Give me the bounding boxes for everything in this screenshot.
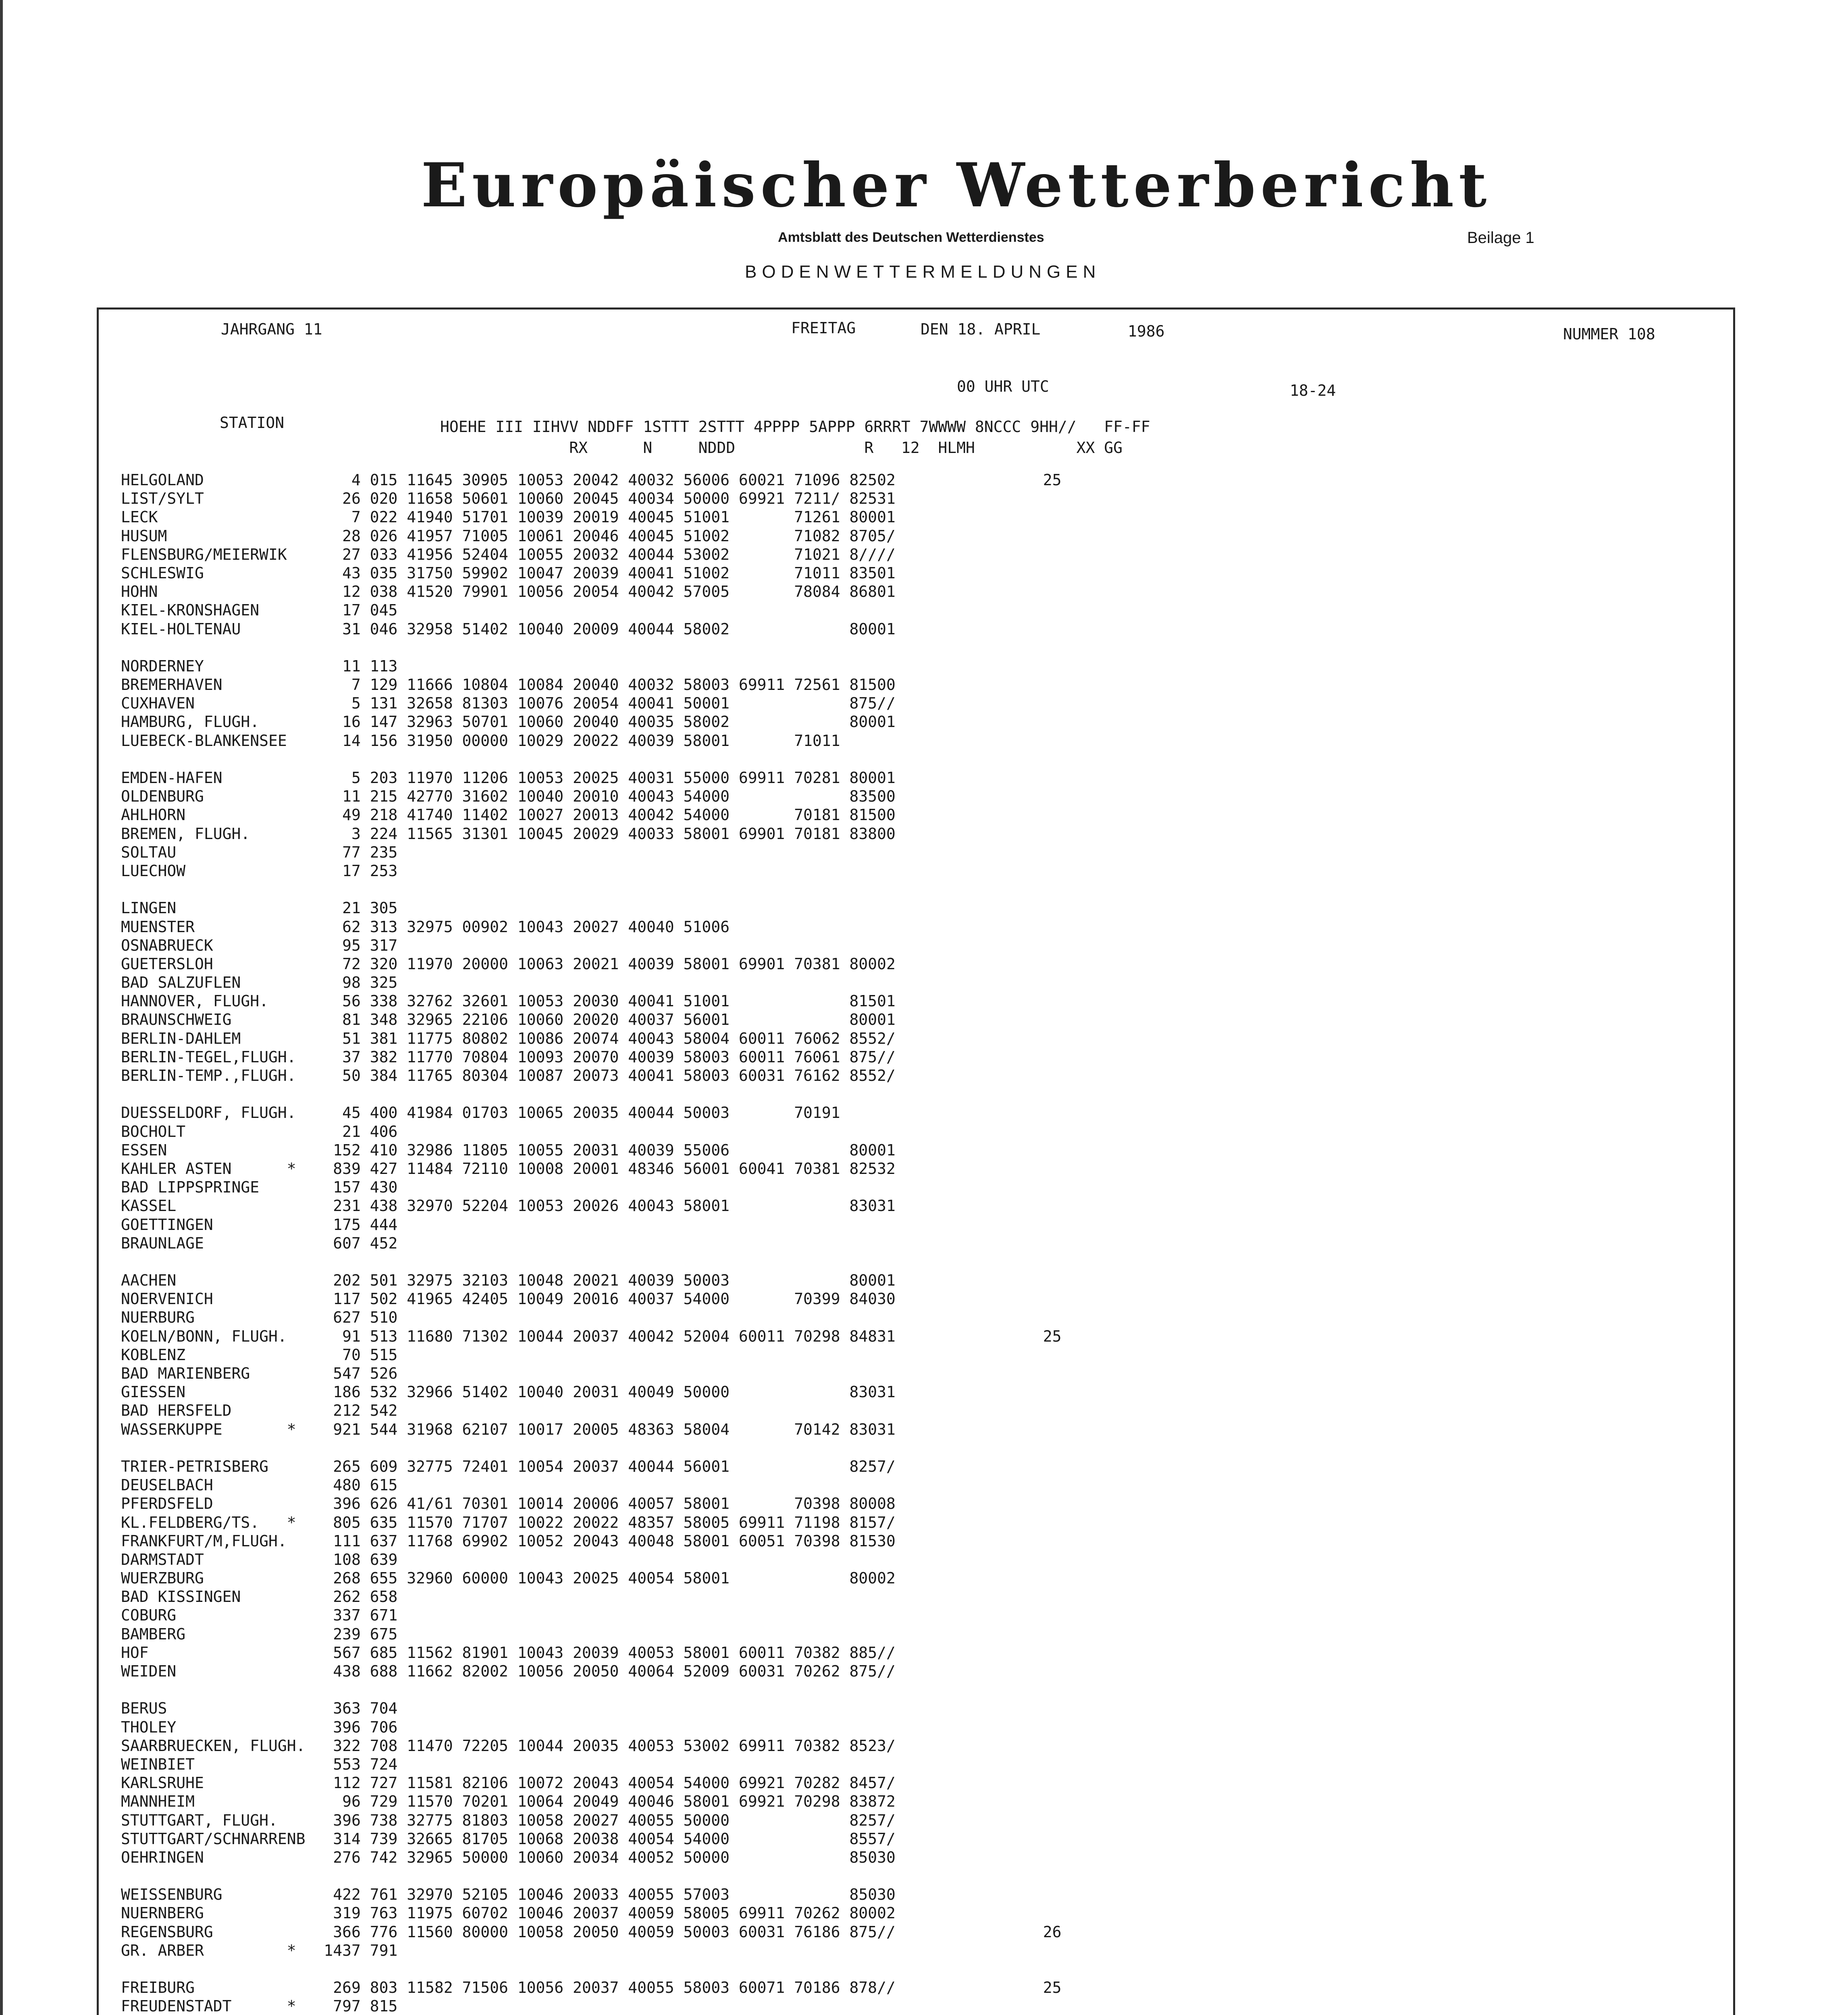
station-values: 14 156 31950 00000 10029 20022 40039 58001 71011 bbox=[305, 731, 840, 750]
station-name: KOELN/BONN, FLUGH. bbox=[121, 1327, 306, 1345]
table-row bbox=[121, 471, 1062, 489]
table-row bbox=[121, 1792, 1062, 1811]
station-name: HANNOVER, FLUGH. bbox=[121, 992, 306, 1010]
supplement-label: Beilage 1 bbox=[1467, 229, 1534, 247]
table-row bbox=[121, 1178, 1062, 1197]
station-name: SAARBRUECKEN, FLUGH. bbox=[121, 1737, 306, 1755]
station-values: 28 026 41957 71005 10061 20046 40045 51002 71082 8705/ bbox=[305, 527, 896, 545]
station-name: ESSEN bbox=[121, 1141, 306, 1159]
station-name: KARLSRUHE bbox=[121, 1774, 306, 1792]
table-row bbox=[121, 638, 1062, 657]
station-name: BOCHOLT bbox=[121, 1122, 306, 1140]
table-row bbox=[121, 769, 1062, 787]
table-row bbox=[121, 1197, 1062, 1215]
station-values: 567 685 11562 81901 10043 20039 40053 58001 60011 70382 885// bbox=[305, 1643, 896, 1662]
table-row bbox=[121, 1885, 1062, 1904]
table-row bbox=[121, 1978, 1062, 1997]
station-values: 11 215 42770 31602 10040 20010 40043 54000 83500 bbox=[305, 787, 896, 806]
station-values: 268 655 32960 60000 10043 20025 40054 58001 80002 bbox=[305, 1569, 896, 1587]
table-row bbox=[121, 508, 1062, 526]
station-values: 56 338 32762 32601 10053 20030 40041 51001 81501 bbox=[305, 992, 896, 1010]
table-row bbox=[121, 1774, 1062, 1792]
table-row bbox=[121, 545, 1062, 564]
table-row bbox=[121, 1066, 1062, 1085]
station-name: BERLIN-TEGEL,FLUGH. bbox=[121, 1048, 306, 1066]
station-name: BREMERHAVEN bbox=[121, 676, 306, 694]
station-name: FREIBURG bbox=[121, 1979, 306, 1997]
station-values: 49 218 41740 11402 10027 20013 40042 54000 70181 81500 bbox=[305, 806, 896, 824]
station-values: 480 615 bbox=[305, 1476, 398, 1494]
station-name: HUSUM bbox=[121, 527, 306, 545]
station-values: 396 738 32775 81803 10058 20027 40055 50000 8257/ bbox=[305, 1811, 896, 1829]
station-name: FRANKFURT/M,FLUGH. bbox=[121, 1532, 306, 1550]
table-row bbox=[121, 1867, 1062, 1885]
station-name: SCHLESWIG bbox=[121, 564, 306, 582]
table-row bbox=[121, 582, 1062, 601]
table-row bbox=[121, 620, 1062, 638]
table-row bbox=[121, 1010, 1062, 1029]
station-values: 26 020 11658 50601 10060 20045 40034 50000 69921 7211/ 82531 bbox=[305, 490, 896, 508]
station-values: 62 313 32975 00902 10043 20027 40040 51006 bbox=[305, 918, 730, 936]
station-name: DUESSELDORF, FLUGH. bbox=[121, 1104, 306, 1122]
station-values: 202 501 32975 32103 10048 20021 40039 50003 80001 bbox=[305, 1271, 896, 1290]
station-values: 111 637 11768 69902 10052 20043 40048 58001 60051 70398 81530 bbox=[305, 1532, 896, 1550]
weekday-label: FREITAG bbox=[791, 319, 856, 337]
station-values: 276 742 32965 50000 10060 20034 40052 50000 85030 bbox=[305, 1848, 896, 1866]
table-row bbox=[121, 675, 1062, 694]
table-row bbox=[121, 489, 1062, 508]
station-name: LUECHOW bbox=[121, 862, 306, 880]
station-values: 337 671 bbox=[305, 1606, 398, 1624]
station-name: OEHRINGEN bbox=[121, 1848, 306, 1866]
station-values: 269 803 11582 71506 10056 20037 40055 58003 60071 70186 878// 25 bbox=[305, 1979, 1062, 1997]
table-row bbox=[121, 1457, 1062, 1476]
station-name bbox=[121, 1253, 306, 1271]
station-values: 37 382 11770 70804 10093 20070 40039 58003 60011 76061 875// bbox=[305, 1048, 896, 1066]
table-row bbox=[121, 955, 1062, 973]
table-row bbox=[121, 1234, 1062, 1253]
station-name: BAD KISSINGEN bbox=[121, 1588, 306, 1606]
station-name: NOERVENICH bbox=[121, 1290, 306, 1308]
table-row bbox=[121, 1737, 1062, 1755]
table-row bbox=[121, 1513, 1062, 1532]
station-name: REGENSBURG bbox=[121, 1923, 306, 1941]
station-values: 7 022 41940 51701 10039 20019 40045 51001 71261 80001 bbox=[305, 508, 896, 526]
date-label: DEN 18. APRIL bbox=[921, 320, 1041, 338]
table-row bbox=[121, 1494, 1062, 1513]
station-name: STUTTGART/SCHNARRENB bbox=[121, 1830, 306, 1848]
station-name: LIST/SYLT bbox=[121, 490, 306, 508]
station-values: 27 033 41956 52404 10055 20032 40044 53002 71021 8//// bbox=[305, 545, 896, 563]
station-name bbox=[121, 1439, 306, 1457]
table-row bbox=[121, 1364, 1062, 1383]
station-values: 72 320 11970 20000 10063 20021 40039 58001 69901 70381 80002 bbox=[305, 955, 896, 973]
station-values: 314 739 32665 81705 10068 20038 40054 54000 8557/ bbox=[305, 1830, 896, 1848]
station-name: HOF bbox=[121, 1643, 306, 1662]
station-name: EMDEN-HAFEN bbox=[121, 769, 306, 787]
table-row bbox=[121, 1550, 1062, 1569]
table-row bbox=[121, 825, 1062, 843]
table-row bbox=[121, 1215, 1062, 1234]
station-values: 186 532 32966 51402 10040 20031 40049 50000 83031 bbox=[305, 1383, 896, 1401]
station-values: 91 513 11680 71302 10044 20037 40042 52004 60011 70298 84831 25 bbox=[305, 1327, 1062, 1345]
table-row bbox=[121, 1960, 1062, 1978]
station-name bbox=[121, 1960, 306, 1978]
station-name: LUEBECK-BLANKENSEE bbox=[121, 731, 306, 750]
table-row bbox=[121, 1420, 1062, 1439]
station-values: 108 639 bbox=[305, 1550, 398, 1568]
station-values: 11 113 bbox=[305, 657, 398, 675]
station-values: 21 305 bbox=[305, 899, 398, 917]
column-header-subcodes: RX N NDDD R 12 HLMH XX GG bbox=[440, 439, 1123, 457]
station-name: KASSEL bbox=[121, 1197, 306, 1215]
station-name: AHLHORN bbox=[121, 806, 306, 824]
station-name bbox=[121, 750, 306, 768]
station-values: 363 704 bbox=[305, 1699, 398, 1718]
station-values: 396 626 41/61 70301 10014 20006 40057 58001 70398 80008 bbox=[305, 1495, 896, 1513]
station-values: 96 729 11570 70201 10064 20049 40046 58001 69921 70298 83872 bbox=[305, 1793, 896, 1811]
table-row bbox=[121, 936, 1062, 955]
station-values: 231 438 32970 52204 10053 20026 40043 58001 83031 bbox=[305, 1197, 896, 1215]
table-row bbox=[121, 1346, 1062, 1364]
station-name: AACHEN bbox=[121, 1271, 306, 1290]
station-values: 839 427 11484 72110 10008 20001 48346 56001 60041 70381 82532 bbox=[305, 1159, 896, 1178]
station-values: 112 727 11581 82106 10072 20043 40054 54000 69921 70282 8457/ bbox=[305, 1774, 896, 1792]
table-row bbox=[121, 1159, 1062, 1178]
issue-number: NUMMER 108 bbox=[1563, 325, 1655, 343]
table-row bbox=[121, 601, 1062, 619]
station-name bbox=[121, 1085, 306, 1103]
table-row bbox=[121, 1085, 1062, 1103]
station-name: KOBLENZ bbox=[121, 1346, 306, 1364]
table-row bbox=[121, 1941, 1062, 1960]
station-name: STUTTGART, FLUGH. bbox=[121, 1811, 306, 1829]
station-name: BAMBERG bbox=[121, 1625, 306, 1643]
table-row bbox=[121, 1439, 1062, 1457]
table-row bbox=[121, 1681, 1062, 1699]
table-row bbox=[121, 731, 1062, 750]
station-name: HOHN bbox=[121, 583, 306, 601]
table-row bbox=[121, 1643, 1062, 1662]
station-name: MANNHEIM bbox=[121, 1793, 306, 1811]
table-row bbox=[121, 1755, 1062, 1774]
station-values: 5 203 11970 11206 10053 20025 40031 55000 69911 70281 80001 bbox=[305, 769, 896, 787]
table-row bbox=[121, 1383, 1062, 1401]
table-row bbox=[121, 1122, 1062, 1141]
station-values: 70 515 bbox=[305, 1346, 398, 1364]
station-name: OLDENBURG bbox=[121, 787, 306, 806]
table-row bbox=[121, 564, 1062, 582]
station-values: 152 410 32986 11805 10055 20031 40039 55006 80001 bbox=[305, 1141, 896, 1159]
station-name: BAD MARIENBERG bbox=[121, 1365, 306, 1382]
table-row bbox=[121, 973, 1062, 992]
station-name: HAMBURG, FLUGH. bbox=[121, 713, 306, 731]
station-name: NORDERNEY bbox=[121, 657, 306, 675]
station-values: 322 708 11470 72205 10044 20035 40053 53002 69911 70382 8523/ bbox=[305, 1737, 896, 1755]
table-row bbox=[121, 1830, 1062, 1848]
station-name: KIEL-KRONSHAGEN bbox=[121, 601, 306, 619]
station-values: 422 761 32970 52105 10046 20033 40055 57003 85030 bbox=[305, 1886, 896, 1904]
station-values: 4 015 11645 30905 10053 20042 40032 56006 60021 71096 82502 25 bbox=[305, 471, 1062, 489]
station-values: 438 688 11662 82002 10056 20050 40064 52009 60031 70262 875// bbox=[305, 1662, 896, 1680]
publication-subtitle: Amtsblatt des Deutschen Wetterdienstes bbox=[778, 230, 1044, 245]
station-name: BRAUNSCHWEIG bbox=[121, 1011, 306, 1029]
station-values: 607 452 bbox=[305, 1234, 398, 1252]
table-row bbox=[121, 750, 1062, 769]
station-values: 17 045 bbox=[305, 601, 398, 619]
section-title: BODENWETTERMELDUNGEN bbox=[745, 262, 1101, 282]
page-title: Europäischer Wetterbericht bbox=[421, 150, 1492, 221]
table-row bbox=[121, 1029, 1062, 1048]
station-values: 117 502 41965 42405 10049 20016 40037 54000 70399 84030 bbox=[305, 1290, 896, 1308]
table-row bbox=[121, 1587, 1062, 1606]
station-name: KL.FELDBERG/TS. * bbox=[121, 1513, 306, 1531]
station-name: GIESSEN bbox=[121, 1383, 306, 1401]
column-header-station: STATION bbox=[220, 414, 285, 432]
column-header-codes: HOEHE III IIHVV NDDFF 1STTT 2STTT 4PPPP 5APPP 6RRRT 7WWWW 8NCCC 9HH// FF-FF bbox=[440, 418, 1150, 436]
station-name bbox=[121, 881, 306, 898]
station-name: FREUDENSTADT * bbox=[121, 1997, 306, 2015]
station-values: 805 635 11570 71707 10022 20022 48357 58005 69911 71198 8157/ bbox=[305, 1513, 896, 1531]
station-values: 5 131 32658 81303 10076 20054 40041 50001 875// bbox=[305, 694, 896, 713]
volume-label: JAHRGANG 11 bbox=[221, 320, 322, 338]
observation-time: 00 UHR UTC bbox=[957, 378, 1049, 395]
station-values: 157 430 bbox=[305, 1178, 398, 1197]
station-values: 212 542 bbox=[305, 1402, 398, 1420]
station-values: 43 035 31750 59902 10047 20039 40041 51002 71011 83501 bbox=[305, 564, 896, 582]
station-name: BAD HERSFELD bbox=[121, 1402, 306, 1420]
table-row bbox=[121, 1103, 1062, 1122]
table-row bbox=[121, 1532, 1062, 1550]
table-row bbox=[121, 1625, 1062, 1643]
station-values: 547 526 bbox=[305, 1365, 398, 1382]
station-values: 239 675 bbox=[305, 1625, 398, 1643]
station-values: 265 609 32775 72401 10054 20037 40044 56001 8257/ bbox=[305, 1457, 896, 1475]
station-name: WASSERKUPPE * bbox=[121, 1420, 306, 1438]
station-values: 319 763 11975 60702 10046 20037 40059 58005 69911 70262 80002 bbox=[305, 1904, 896, 1922]
station-name: WEINBIET bbox=[121, 1755, 306, 1773]
table-row bbox=[121, 1662, 1062, 1681]
table-row bbox=[121, 1271, 1062, 1290]
station-name: NUERBURG bbox=[121, 1309, 306, 1327]
station-name: BAD SALZUFLEN bbox=[121, 974, 306, 992]
station-table bbox=[121, 471, 1062, 2015]
station-values: 797 815 bbox=[305, 1997, 398, 2015]
station-values: 77 235 bbox=[305, 843, 398, 861]
station-name: PFERDSFELD bbox=[121, 1495, 306, 1513]
station-values: 21 406 bbox=[305, 1122, 398, 1140]
station-name: THOLEY bbox=[121, 1718, 306, 1736]
station-name: DEUSELBACH bbox=[121, 1476, 306, 1494]
station-values: 921 544 31968 62107 10017 20005 48363 58004 70142 83031 bbox=[305, 1420, 896, 1438]
table-row bbox=[121, 1904, 1062, 1922]
station-values: 16 147 32963 50701 10060 20040 40035 58002 80001 bbox=[305, 713, 896, 731]
table-row bbox=[121, 1718, 1062, 1737]
station-name: WUERZBURG bbox=[121, 1569, 306, 1587]
station-values: 45 400 41984 01703 10065 20035 40044 50003 70191 bbox=[305, 1104, 840, 1122]
table-row bbox=[121, 992, 1062, 1010]
station-name: WEISSENBURG bbox=[121, 1886, 306, 1904]
station-name: GR. ARBER * bbox=[121, 1941, 306, 1959]
station-name bbox=[121, 1681, 306, 1699]
station-name: BRAUNLAGE bbox=[121, 1234, 306, 1252]
station-values: 12 038 41520 79901 10056 20054 40042 57005 78084 86801 bbox=[305, 583, 896, 601]
station-values: 3 224 11565 31301 10045 20029 40033 58001 69901 70181 83800 bbox=[305, 825, 896, 843]
station-name: FLENSBURG/MEIERWIK bbox=[121, 545, 306, 563]
station-name: DARMSTADT bbox=[121, 1550, 306, 1568]
station-name: NUERNBERG bbox=[121, 1904, 306, 1922]
station-name: HELGOLAND bbox=[121, 471, 306, 489]
station-name: OSNABRUECK bbox=[121, 936, 306, 954]
station-name: BREMEN, FLUGH. bbox=[121, 825, 306, 843]
station-values: 17 253 bbox=[305, 862, 398, 880]
year-label: 1986 bbox=[1128, 322, 1165, 340]
table-row bbox=[121, 806, 1062, 824]
station-values: 31 046 32958 51402 10040 20009 40044 58002 80001 bbox=[305, 620, 896, 638]
station-name: GUETERSLOH bbox=[121, 955, 306, 973]
station-name: GOETTINGEN bbox=[121, 1215, 306, 1234]
table-row bbox=[121, 1141, 1062, 1159]
station-name: LECK bbox=[121, 508, 306, 526]
table-row bbox=[121, 843, 1062, 862]
station-name: BERLIN-DAHLEM bbox=[121, 1029, 306, 1047]
station-values: 396 706 bbox=[305, 1718, 398, 1736]
table-row bbox=[121, 1327, 1062, 1346]
table-row bbox=[121, 1848, 1062, 1867]
station-values: 98 325 bbox=[305, 974, 398, 992]
table-row bbox=[121, 1569, 1062, 1587]
station-values: 51 381 11775 80802 10086 20074 40043 58004 60011 76062 8552/ bbox=[305, 1029, 896, 1047]
station-name bbox=[121, 1867, 306, 1885]
station-name: LINGEN bbox=[121, 899, 306, 917]
table-row bbox=[121, 1606, 1062, 1624]
table-row bbox=[121, 1997, 1062, 2015]
station-name: BERLIN-TEMP.,FLUGH. bbox=[121, 1067, 306, 1084]
table-row bbox=[121, 880, 1062, 899]
station-name: MUENSTER bbox=[121, 918, 306, 936]
table-row bbox=[121, 1290, 1062, 1308]
table-row bbox=[121, 1476, 1062, 1494]
station-name: TRIER-PETRISBERG bbox=[121, 1457, 306, 1475]
table-row bbox=[121, 1923, 1062, 1941]
station-values: 95 317 bbox=[305, 936, 398, 954]
station-name: COBURG bbox=[121, 1606, 306, 1624]
station-values: 366 776 11560 80000 10058 20050 40059 50003 60031 76186 875// 26 bbox=[305, 1923, 1062, 1941]
station-values: 7 129 11666 10804 10084 20040 40032 58003 69911 72561 81500 bbox=[305, 676, 896, 694]
table-row bbox=[121, 1048, 1062, 1066]
table-row bbox=[121, 713, 1062, 731]
table-row bbox=[121, 1811, 1062, 1830]
table-row bbox=[121, 527, 1062, 545]
period-label: 18-24 bbox=[1290, 382, 1336, 399]
scan-edge bbox=[0, 0, 3, 2015]
station-name: CUXHAVEN bbox=[121, 694, 306, 713]
table-row bbox=[121, 899, 1062, 917]
station-values: 627 510 bbox=[305, 1309, 398, 1327]
table-row bbox=[121, 1308, 1062, 1327]
station-values: 175 444 bbox=[305, 1215, 398, 1234]
station-values: 262 658 bbox=[305, 1588, 398, 1606]
station-name: BAD LIPPSPRINGE bbox=[121, 1178, 306, 1197]
table-row bbox=[121, 787, 1062, 806]
station-values: 553 724 bbox=[305, 1755, 398, 1773]
station-name bbox=[121, 639, 306, 656]
station-values: 50 384 11765 80304 10087 20073 40041 58003 60031 76162 8552/ bbox=[305, 1067, 896, 1084]
table-row bbox=[121, 862, 1062, 880]
station-name: BERUS bbox=[121, 1699, 306, 1718]
table-row bbox=[121, 1699, 1062, 1718]
table-row bbox=[121, 918, 1062, 936]
table-row bbox=[121, 1401, 1062, 1420]
table-row bbox=[121, 694, 1062, 713]
station-values: 1437 791 bbox=[305, 1941, 398, 1959]
station-name: WEIDEN bbox=[121, 1662, 306, 1680]
station-name: SOLTAU bbox=[121, 843, 306, 861]
station-values: 81 348 32965 22106 10060 20020 40037 56001 80001 bbox=[305, 1011, 896, 1029]
station-name: KIEL-HOLTENAU bbox=[121, 620, 306, 638]
table-row bbox=[121, 1253, 1062, 1271]
station-name: KAHLER ASTEN * bbox=[121, 1159, 306, 1178]
table-row bbox=[121, 657, 1062, 675]
